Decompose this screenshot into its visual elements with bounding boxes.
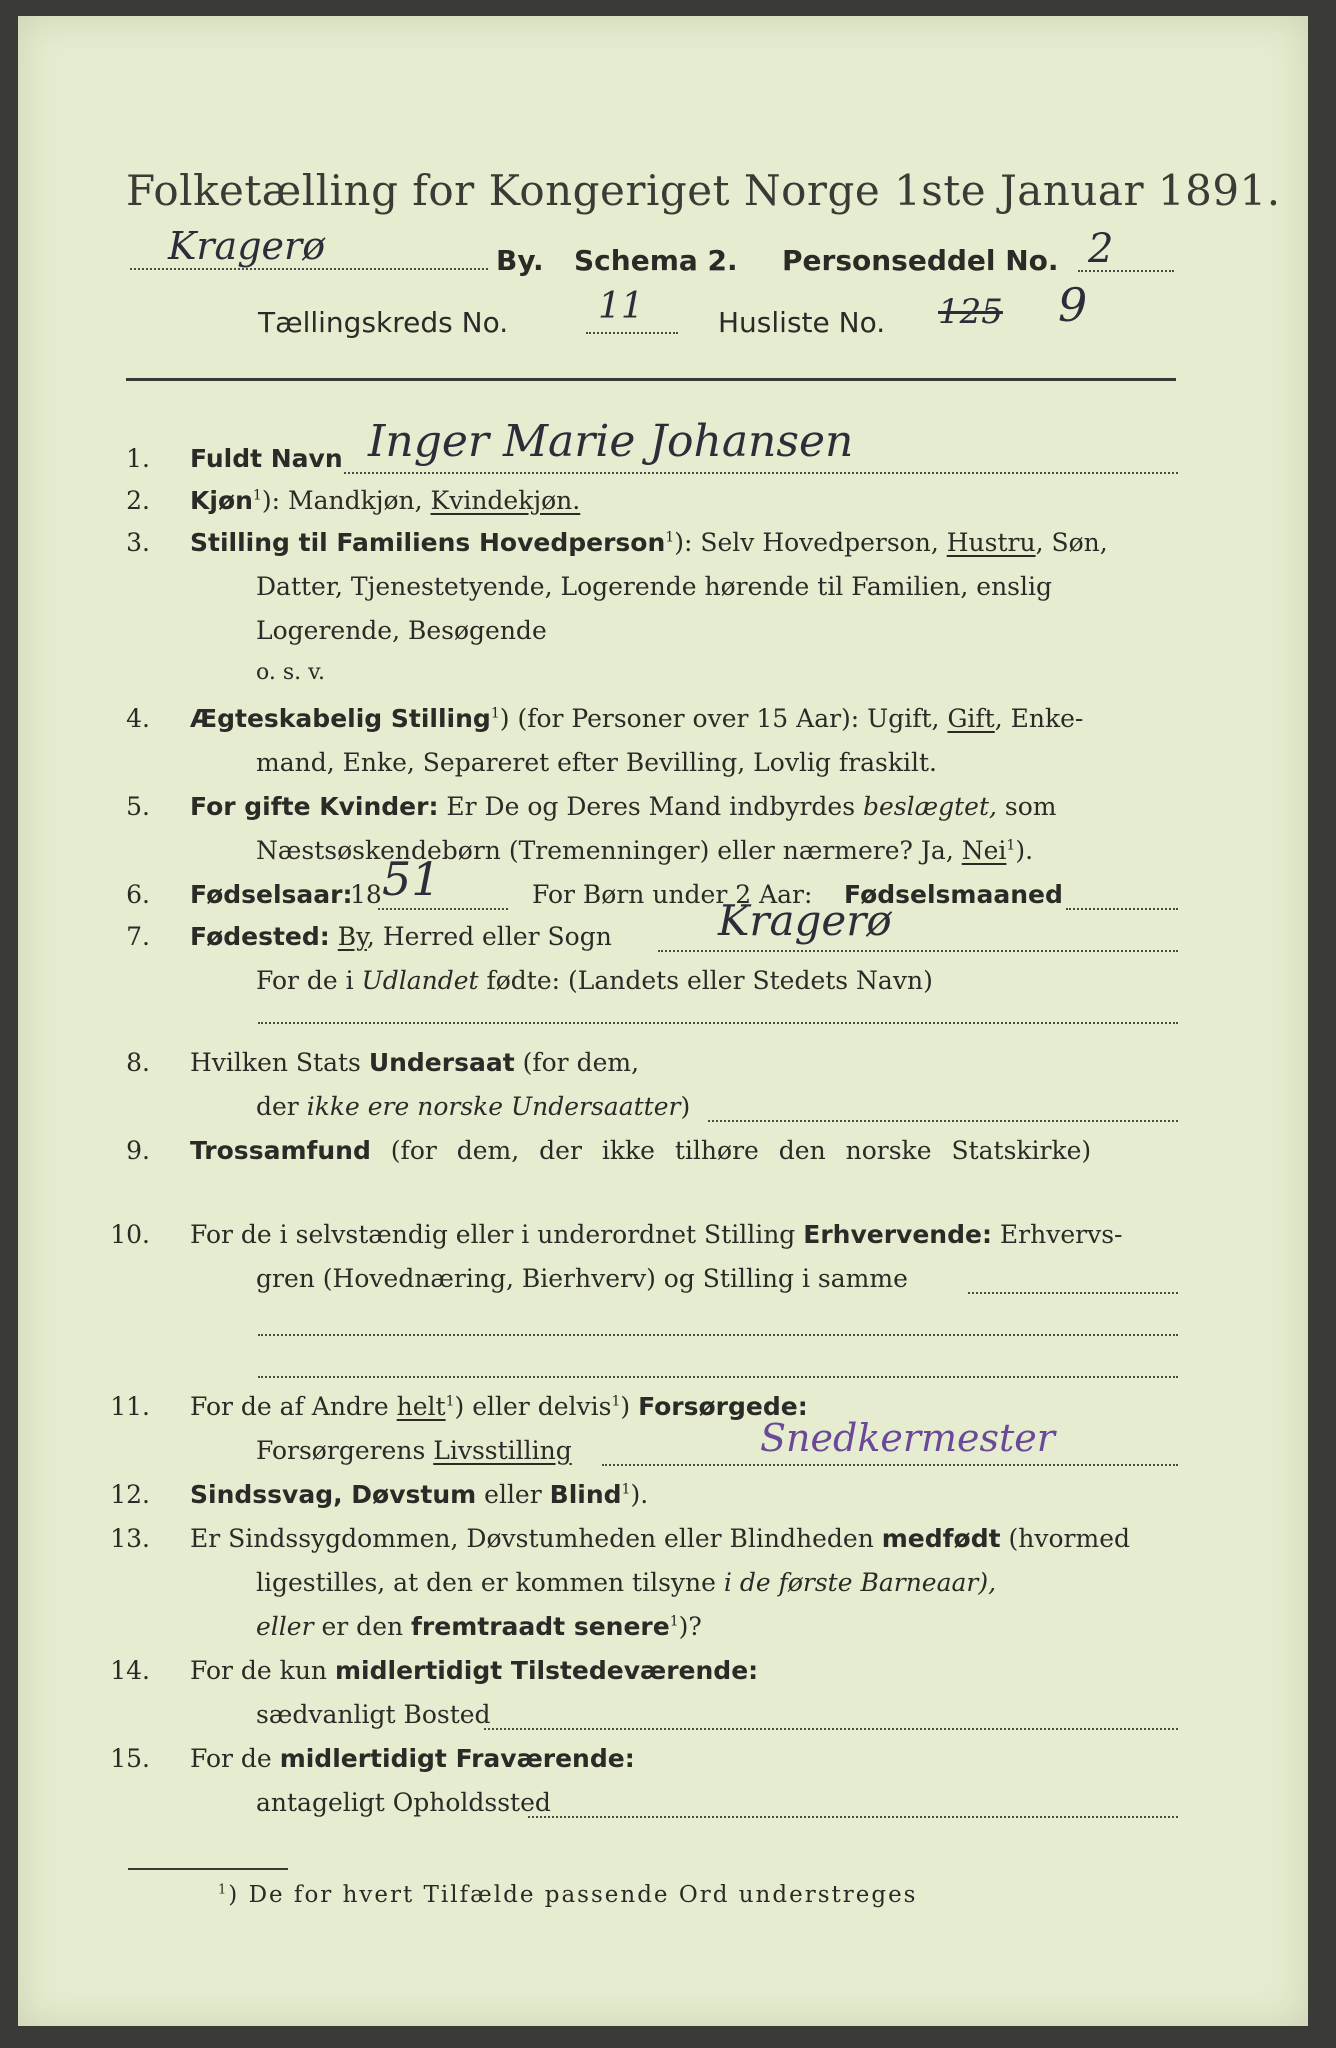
q3-underlined-option: Hustru (946, 528, 1036, 557)
schema-label: Schema 2. (574, 244, 738, 277)
q13-number: 13. (110, 1524, 150, 1553)
husliste-struck-number: 125 (938, 292, 1003, 332)
footnote-text: ) De for hvert Tilfælde passende Ord understreges (228, 1882, 918, 1908)
q4-line1 (190, 704, 1083, 733)
q13-bold: medfødt (881, 1524, 1001, 1553)
q5-line2-text-a: Næstsøskendebørn (Tremenninger) eller nærmere? Ja, (256, 836, 962, 865)
q3-footnote-mark: 1 (665, 529, 675, 546)
q1-number: 1. (126, 444, 150, 473)
q10-text-c: Erhvervs- (991, 1220, 1123, 1249)
q8-text-c: (for dem, (514, 1048, 640, 1077)
q11-number: 11. (110, 1392, 150, 1421)
q4-footnote-mark: 1 (490, 705, 500, 722)
q5-text-a: Er De og Deres Mand indbyrdes (438, 792, 863, 821)
census-form (18, 16, 1308, 2026)
q14-text-a: For de kun (190, 1656, 335, 1685)
q3-text-a: ): Selv Hovedperson, (674, 528, 947, 557)
q3-number: 3. (126, 528, 150, 557)
q15-dotted-line (528, 1816, 1178, 1818)
personseddel-label: Personseddel No. (782, 244, 1059, 277)
q8-bold: Undersaat (368, 1048, 515, 1077)
q8-line2-text-a: der (256, 1092, 307, 1121)
q9-text: (for dem, der ikke tilhøre den norske Statskirke) (370, 1136, 1092, 1165)
q11-text-a: For de af Andre (190, 1392, 397, 1421)
q11-line2-text: Forsørgerens (256, 1436, 434, 1465)
personseddel-dotted-line (1078, 270, 1174, 272)
kreds-label: Tællingskreds No. (258, 306, 509, 339)
q11-dotted-line (602, 1464, 1178, 1466)
by-label: By. (496, 244, 544, 277)
q10-extra-dotted-line-2 (258, 1376, 1178, 1378)
q15-number: 15. (110, 1744, 150, 1773)
q2-text: ): Mandkjøn, (261, 486, 431, 515)
q5-underlined-option: Nei (961, 836, 1007, 865)
q5-footnote-mark: 1 (1006, 837, 1016, 854)
q13-line3 (256, 1612, 702, 1641)
q4-text-a: ) (for Personer over 15 Aar): Ugift, (499, 704, 948, 733)
q14-dotted-line (484, 1728, 1178, 1730)
q8-line2-italic: ikke ere norske Undersaatter (306, 1092, 681, 1121)
q4-line2: mand, Enke, Separeret efter Bevilling, Lovlig fraskilt. (256, 748, 937, 777)
q12-label2: Blind (549, 1480, 622, 1509)
q5-number: 5. (126, 792, 150, 821)
q8-text-a: Hvilken Stats (190, 1048, 369, 1077)
q7-underlined-option: By (337, 922, 367, 951)
q11-line2-underlined: Livsstilling (433, 1436, 572, 1465)
q14-line2: sædvanligt Bosted (256, 1700, 491, 1729)
q12-label: Sindssvag, Døvstum (190, 1480, 477, 1509)
q15-text-a: For de (190, 1744, 280, 1773)
q4-underlined-option: Gift (947, 704, 995, 733)
q10-line1 (190, 1220, 1122, 1249)
q3-line2: Datter, Tjenestetyende, Logerende hørende til Familien, enslig (256, 572, 1053, 601)
footnote-rule (128, 1868, 288, 1870)
q13-footnote-mark: 1 (669, 1613, 679, 1630)
q5-italic: beslægtet, (863, 792, 997, 821)
q7-line2-text-a: For de i (256, 966, 362, 995)
q11-underlined: helt (396, 1392, 446, 1421)
q13-line3-bold: fremtraadt senere (411, 1612, 670, 1641)
q1-label: Fuldt Navn (190, 444, 343, 473)
q12-line (190, 1480, 648, 1509)
q1-dotted-line (344, 472, 1178, 474)
q9-label: Trossamfund (190, 1136, 371, 1165)
q2-number: 2. (126, 486, 150, 515)
q11-footnote-mark-1: 1 (445, 1393, 455, 1410)
q6-number: 6. (126, 880, 150, 909)
q12-text: eller (476, 1480, 550, 1509)
q6-answer-year: 51 (382, 852, 441, 906)
q10-extra-dotted-line-1 (258, 1334, 1178, 1336)
q4-label: Ægteskabelig Stilling (190, 704, 491, 733)
q9-number: 9. (126, 1136, 150, 1165)
q2-line (190, 486, 580, 515)
q13-text-a: Er Sindssygdommen, Døvstumheden eller Blindheden (190, 1524, 882, 1553)
q11-bold: Forsørgede: (638, 1392, 808, 1421)
q7-line2-italic: Udlandet (361, 966, 479, 995)
q9-line (190, 1136, 1091, 1165)
q10-line2: gren (Hovednæring, Bierhverv) og Stilling i samme (256, 1264, 908, 1293)
kreds-number: 11 (598, 286, 644, 327)
q14-line1 (190, 1656, 758, 1685)
q3-line3: Logerende, Besøgende (256, 616, 547, 645)
q13-line2 (256, 1568, 996, 1597)
q7-line2-text-b: fødte: (Landets eller Stedets Navn) (478, 966, 933, 995)
q10-number: 10. (110, 1220, 150, 1249)
q6-dotted-line (378, 908, 508, 910)
q11-footnote-mark-2: 1 (611, 1393, 621, 1410)
q15-bold: midlertidigt Fraværende: (279, 1744, 635, 1773)
q7-line2 (256, 966, 933, 995)
q13-line3-italic: eller (256, 1612, 314, 1641)
q2-footnote-mark: 1 (252, 487, 262, 504)
q3-line1 (190, 528, 1108, 557)
q6-year-prefix: 18 (350, 880, 382, 909)
q1-answer-name: Inger Marie Johansen (368, 416, 854, 467)
town-dotted-line (130, 268, 488, 270)
q5-line2 (256, 836, 1033, 865)
q6-label2: Fødselsmaaned (844, 880, 1063, 909)
q7-number: 7. (126, 922, 150, 951)
q8-number: 8. (126, 1048, 150, 1077)
form-title: Folketælling for Kongeriget Norge 1ste Januar 1891. (126, 166, 1281, 215)
q2-underlined-option: Kvindekjøn. (430, 486, 581, 515)
q5-line1 (190, 792, 1057, 821)
footnote (218, 1882, 918, 1908)
q6-label: Fødselsaar: (190, 880, 353, 909)
q11-text-c: ) (620, 1392, 639, 1421)
q10-dotted-line (968, 1292, 1178, 1294)
q2-label: Kjøn (190, 486, 253, 515)
q7-dotted-line (658, 950, 1178, 952)
q4-text-b: , Enke- (994, 704, 1084, 733)
q5-line2-text-b: ). (1015, 836, 1034, 865)
q7-label: Fødested: (190, 922, 330, 951)
q12-number: 12. (110, 1480, 150, 1509)
header-rule (126, 378, 1176, 381)
husliste-number: 9 (1058, 278, 1088, 332)
q4-number: 4. (126, 704, 150, 733)
q7-line1 (190, 922, 612, 951)
q12-footnote-mark: 1 (621, 1481, 631, 1498)
q7-extra-dotted-line (258, 1022, 1178, 1024)
q6-month-dotted-line (1066, 908, 1178, 910)
husliste-label: Husliste No. (718, 306, 886, 339)
q11-text-b: ) eller delvis (454, 1392, 612, 1421)
q15-line1 (190, 1744, 635, 1773)
q7-text: , Herred eller Sogn (366, 922, 612, 951)
q6-text: For Børn under 2 Aar: (532, 880, 813, 909)
q14-number: 14. (110, 1656, 150, 1685)
q10-text-a: For de i selvstændig eller i underordnet Stilling (190, 1220, 804, 1249)
q5-text-b: som (996, 792, 1057, 821)
q13-line3-text-a: er den (313, 1612, 412, 1641)
q13-text-c: (hvormed (1000, 1524, 1130, 1553)
q7-answer-place: Kragerø (718, 896, 892, 945)
footnote-mark: 1 (218, 1882, 229, 1898)
q15-line2: antageligt Opholdssted (256, 1788, 551, 1817)
q12-end: ). (630, 1480, 649, 1509)
q3-line4: o. s. v. (256, 660, 325, 685)
q13-line2-text: ligestilles, at den er kommen tilsyne (256, 1568, 724, 1597)
q8-dotted-line (708, 1120, 1178, 1122)
q11-line1 (190, 1392, 808, 1421)
q8-line1 (190, 1048, 639, 1077)
q3-label: Stilling til Familiens Hovedperson (190, 528, 666, 557)
q14-bold: midlertidigt Tilstedeværende: (334, 1656, 759, 1685)
q13-line2-italic: i de første Barneaar), (723, 1568, 997, 1597)
kreds-dotted-line (586, 332, 678, 334)
town-handwritten: Kragerø (168, 224, 326, 268)
q5-label: For gifte Kvinder: (190, 792, 439, 821)
personseddel-number: 2 (1088, 226, 1114, 272)
q13-line3-end: )? (678, 1612, 702, 1641)
q8-line2 (256, 1092, 690, 1121)
q8-line2-text-b: ) (680, 1092, 691, 1121)
q10-bold: Erhvervende: (803, 1220, 992, 1249)
q13-line1 (190, 1524, 1130, 1553)
q11-line2 (256, 1436, 572, 1465)
q11-answer-occupation: Snedkermester (760, 1416, 1055, 1460)
q3-text-b: , Søn, (1035, 528, 1108, 557)
